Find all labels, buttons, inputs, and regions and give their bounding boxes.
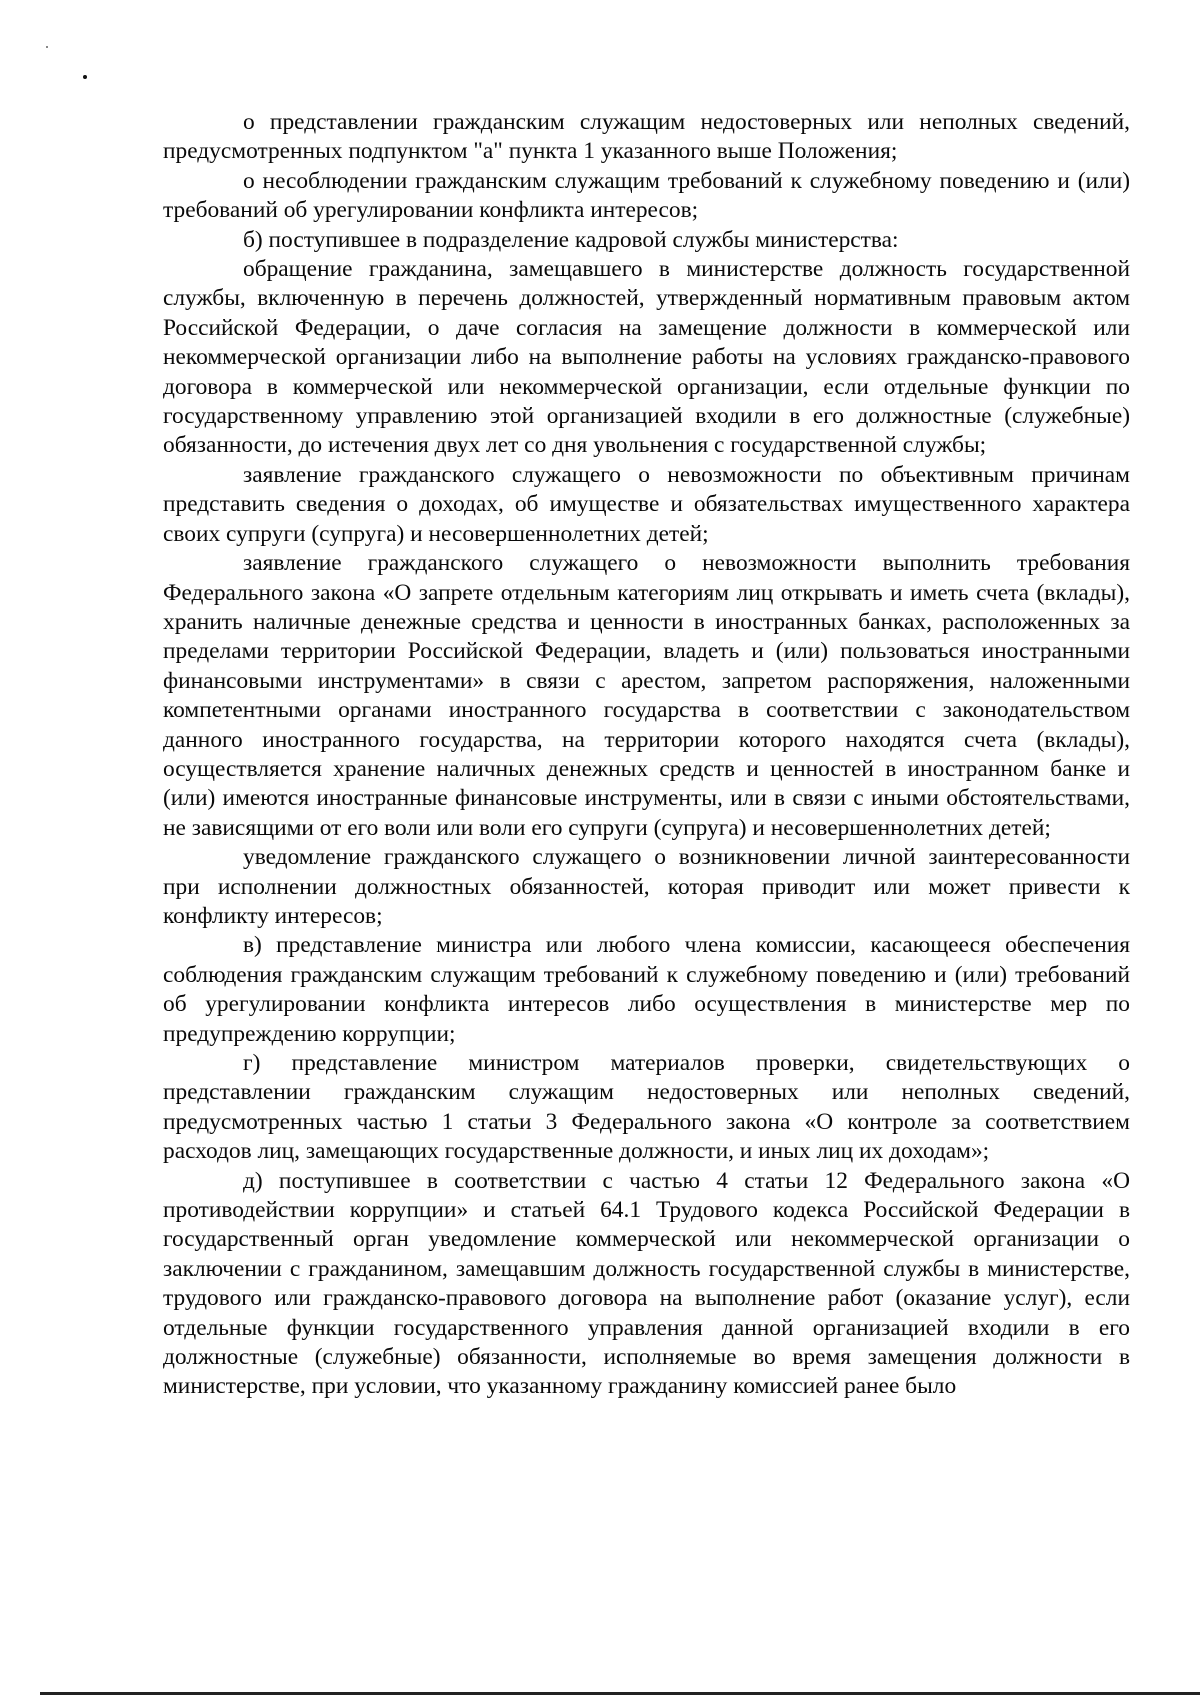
paragraph-8: в) представление министра или любого члена комиссии, касающееся обеспечения соблюдения гражданским служащим требований к служебному поведению и (или) требований об урегулировании конфликта интересов либо осуществления в министерстве мер по предупреждению коррупции; (163, 932, 1130, 1047)
paragraph-3: б) поступившее в подразделение кадровой службы министерства: (243, 226, 899, 253)
page-bottom-edge (40, 1692, 1200, 1695)
paragraph-5: заявление гражданского служащего о невозможности по объективным причинам представить сведения о доходах, об имуществе и обязательствах имущественного характера своих супруги (супруга) и несовершеннолетних детей; (163, 461, 1130, 547)
paragraph-6: заявление гражданского служащего о невозможности выполнить требования Федерального закона «О запрете отдельным категориям лиц открывать и иметь счета (вклады), хранить наличные денежные средства и ценности в иностранных банках, расположенных за пределами территории Российской Федерации, владеть и (или) пользоваться иностранными финансовыми инструментами» в связи с арестом, запретом распоряжения, наложенными компетентными органами иностранного государства в соответствии с законодательством данного иностранного государства, на территории которого находятся счета (вклады), осуществляется хранение наличных денежных средств и ценностей в иностранном банке и (или) имеются иностранные финансовые инструменты, или в связи с иными обстоятельствами, не зависящими от его воли или воли его супруги (супруга) и несовершеннолетних детей; (163, 550, 1130, 841)
paragraph-1: о представлении гражданским служащим недостоверных или неполных сведений, предусмотренных подпунктом "а" пункта 1 указанного выше Положения; (163, 109, 1130, 165)
paragraph-9: г) представление министром материалов проверки, свидетельствующих о представлении гражданским служащим недостоверных или неполных сведений, предусмотренных частью 1 статьи 3 Федерального закона «О контроле за соответствием расходов лиц, замещающих государственные должности, и иных лиц их доходам»; (163, 1050, 1130, 1165)
paragraph-10: д) поступившее в соответствии с частью 4 статьи 12 Федерального закона «О противодействии коррупции» и статьей 64.1 Трудового кодекса Российской Федерации в государственный орган уведомление коммерческой или некоммерческой организации о заключении с гражданином, замещавшим должность государственной службы в министерстве, трудового или гражданско-правового договора на выполнение работ (оказание услуг), если отдельные функции государственного управления данной организацией входили в его должностные (служебные) обязанности, исполняемые во время замещения должности в министерстве, при условии, что указанному гражданину комиссией ранее было (163, 1167, 1130, 1400)
scan-artifact (46, 46, 48, 48)
paragraph-7: уведомление гражданского служащего о возникновении личной заинтересованности при исполнении должностных обязанностей, которая приводит или может привести к конфликту интересов; (163, 844, 1130, 929)
scan-dot (83, 75, 87, 79)
paragraph-4: обращение гражданина, замещавшего в министерстве должность государственной службы, включенную в перечень должностей, утвержденный нормативным правовым актом Российской Федерации, о даче согласия на замещение должности в коммерческой или некоммерческой организации либо на выполнение работы на условиях гражданско-правового договора в коммерческой или некоммерческой организации, если отдельные функции по государственному управлению этой организацией входили в его должностные (служебные) обязанности, до истечения двух лет со дня увольнения с государственной службы; (163, 256, 1130, 459)
paragraph-2: о несоблюдении гражданским служащим требований к служебному поведению и (или) требований об урегулировании конфликта интересов; (163, 167, 1130, 224)
document-body (163, 108, 1130, 1402)
